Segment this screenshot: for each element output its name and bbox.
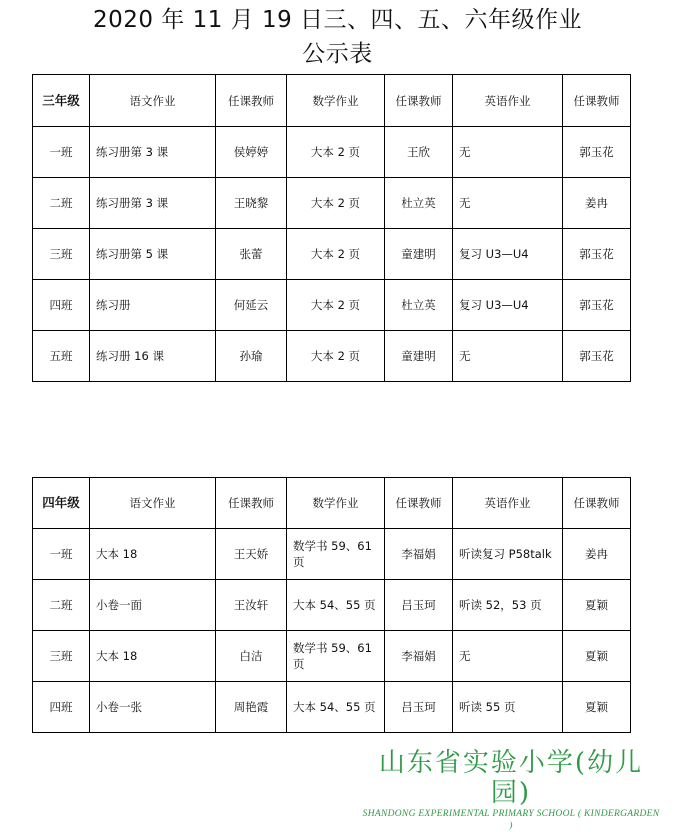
class-cell: 三班 [33,631,90,682]
chinese-homework-cell: 小卷一张 [90,682,216,733]
table-row [33,631,631,682]
class-cell: 一班 [33,127,90,178]
math-homework-cell: 大本 54、55 页 [287,682,385,733]
table-row [33,682,631,733]
header-teacher: 任课教师 [385,75,453,127]
table-row [33,229,631,280]
teacher-cell: 夏颖 [563,631,631,682]
table-row [33,529,631,580]
teacher-cell: 童建明 [385,331,453,382]
header-teacher: 任课教师 [216,75,287,127]
english-homework-cell: 无 [453,127,563,178]
header-teacher: 任课教师 [385,478,453,529]
school-name-english: SHANDONG EXPERIMENTAL PRIMARY SCHOOL ( KINDERGARDEN ) [362,809,660,831]
class-cell: 四班 [33,682,90,733]
header-chinese-homework: 语文作业 [90,478,216,529]
grade3-header-row [33,75,631,127]
teacher-cell: 周艳霞 [216,682,287,733]
teacher-cell: 姜冉 [563,178,631,229]
math-homework-cell: 数学书 59、61 页 [287,631,385,682]
class-cell: 三班 [33,229,90,280]
header-math-homework: 数学作业 [287,478,385,529]
teacher-cell: 郭玉花 [563,331,631,382]
chinese-homework-cell: 练习册第 3 课 [90,178,216,229]
teacher-cell: 王欣 [385,127,453,178]
chinese-homework-cell: 大本 18 [90,529,216,580]
teacher-cell: 侯婷婷 [216,127,287,178]
teacher-cell: 郭玉花 [563,280,631,331]
chinese-homework-cell: 小卷一面 [90,580,216,631]
teacher-cell: 孙瑜 [216,331,287,382]
teacher-cell: 夏颖 [563,682,631,733]
chinese-homework-cell: 练习册 [90,280,216,331]
grade4-header-row [33,478,631,529]
english-homework-cell: 听读 52，53 页 [453,580,563,631]
english-homework-cell: 无 [453,331,563,382]
teacher-cell: 白洁 [216,631,287,682]
teacher-cell: 李福娟 [385,529,453,580]
grade3-homework-table [32,74,631,382]
math-homework-cell: 大本 2 页 [287,178,385,229]
table-row [33,178,631,229]
page-subtitle: 公示表 [302,41,373,67]
english-homework-cell: 无 [453,178,563,229]
header-teacher: 任课教师 [216,478,287,529]
teacher-cell: 杜立英 [385,280,453,331]
english-homework-cell: 复习 U3—U4 [453,280,563,331]
teacher-cell: 郭玉花 [563,229,631,280]
header-english-homework: 英语作业 [453,75,563,127]
chinese-homework-cell: 大本 18 [90,631,216,682]
teacher-cell: 王汝轩 [216,580,287,631]
class-cell: 二班 [33,580,90,631]
teacher-cell: 郭玉花 [563,127,631,178]
page-title: 2020 年 11 月 19 日三、四、五、六年级作业 [92,7,583,33]
teacher-cell: 杜立英 [385,178,453,229]
teacher-cell: 夏颖 [563,580,631,631]
table-row [33,331,631,382]
math-homework-cell: 大本 2 页 [287,331,385,382]
teacher-cell: 吕玉珂 [385,580,453,631]
class-cell: 四班 [33,280,90,331]
teacher-cell: 姜冉 [563,529,631,580]
english-homework-cell: 复习 U3—U4 [453,229,563,280]
table-row [33,580,631,631]
header-chinese-homework: 语文作业 [90,75,216,127]
class-cell: 二班 [33,178,90,229]
grade4-label: 四年级 [33,478,90,529]
teacher-cell: 王天娇 [216,529,287,580]
english-homework-cell: 听读复习 P58talk [453,529,563,580]
class-cell: 一班 [33,529,90,580]
chinese-homework-cell: 练习册第 5 课 [90,229,216,280]
header-teacher: 任课教师 [563,75,631,127]
school-name-chinese: 山东省实验小学(幼儿园) [378,748,644,808]
header-teacher: 任课教师 [563,478,631,529]
chinese-homework-cell: 练习册第 3 课 [90,127,216,178]
chinese-homework-cell: 练习册 16 课 [90,331,216,382]
grade4-homework-table [32,477,631,733]
teacher-cell: 李福娟 [385,631,453,682]
math-homework-cell: 大本 2 页 [287,127,385,178]
school-logo [361,748,661,832]
math-homework-cell: 大本 2 页 [287,280,385,331]
english-homework-cell: 无 [453,631,563,682]
english-homework-cell: 听读 55 页 [453,682,563,733]
header-math-homework: 数学作业 [287,75,385,127]
teacher-cell: 何延云 [216,280,287,331]
table-row [33,127,631,178]
teacher-cell: 王晓黎 [216,178,287,229]
header-english-homework: 英语作业 [453,478,563,529]
class-cell: 五班 [33,331,90,382]
math-homework-cell: 大本 54、55 页 [287,580,385,631]
teacher-cell: 张蕾 [216,229,287,280]
math-homework-cell: 数学书 59、61 页 [287,529,385,580]
math-homework-cell: 大本 2 页 [287,229,385,280]
grade3-label: 三年级 [33,75,90,127]
table-row [33,280,631,331]
teacher-cell: 童建明 [385,229,453,280]
teacher-cell: 吕玉珂 [385,682,453,733]
